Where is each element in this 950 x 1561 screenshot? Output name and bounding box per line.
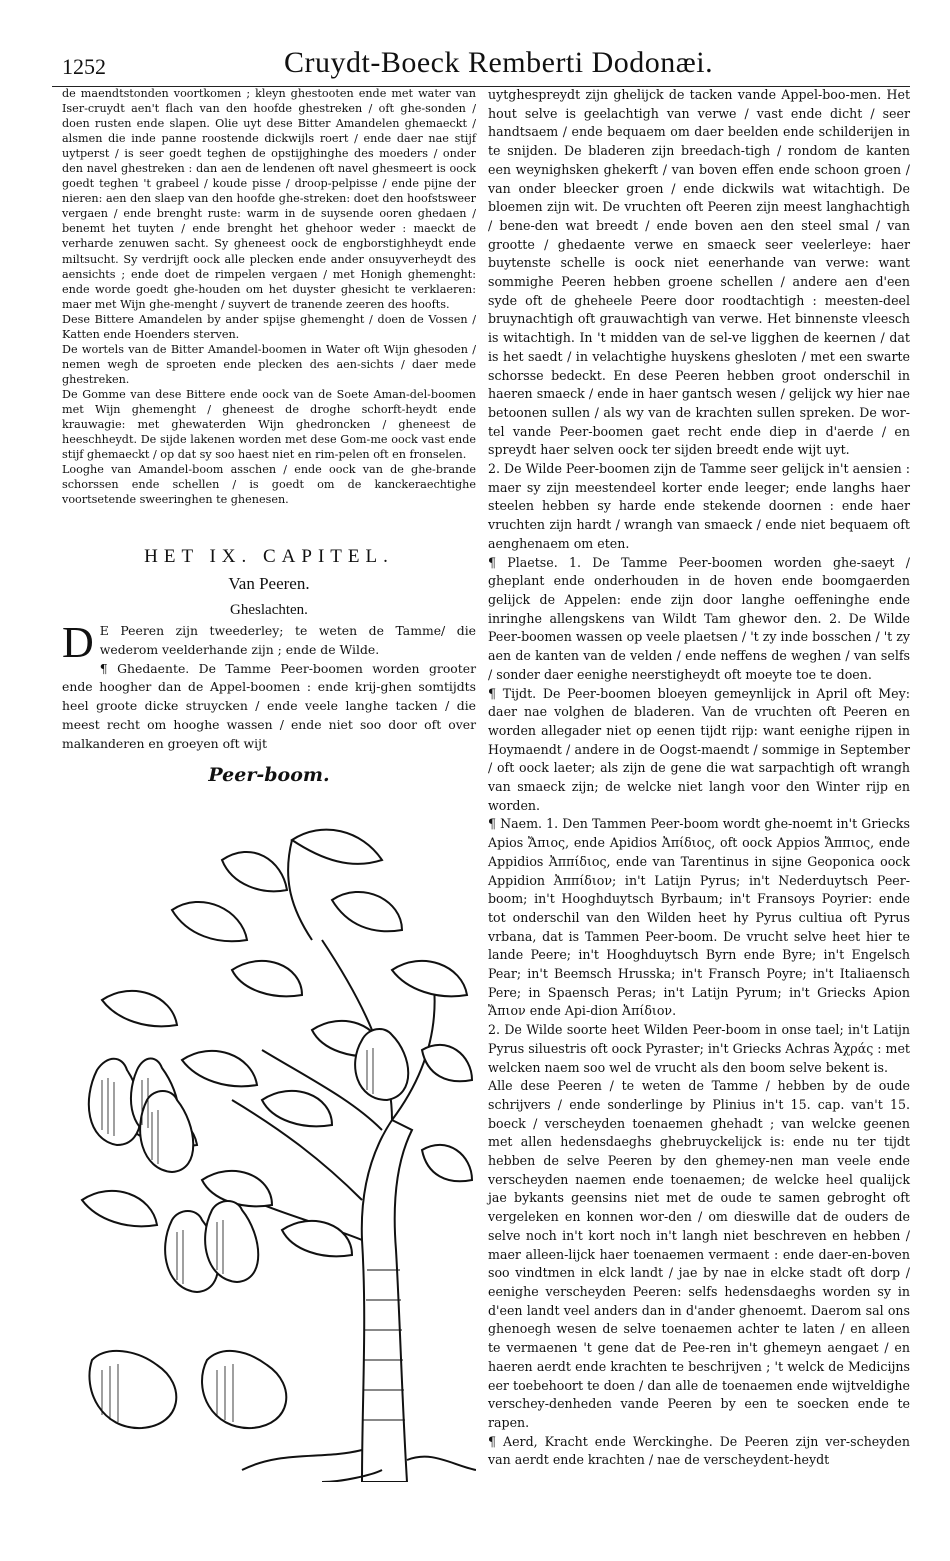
right-paragraph: uytghespreydt zijn ghelijck de tacken vande Appel-boo-men. Het hout selve is geelachtigh van verwe / vast ende dicht / seer handtsaem / ende bequaem om daer beelden ende schilderijen in te snijden. De bladeren zijn breedach-tigh / rondom de kanten een weynighsken ghekerft / van boven effen ende schoon groen / van onder bleecker groen / ende dickwils wat witachtigh. De bloemen zijn wit. De vruchten oft Peeren zijn meest langhachtigh / bene-den wat breedt / ende boven aen den steel smal / van grootte / ghedaente verwe en smaeck seer veelerleye: haer buytenste schelle is oock niet eenerhande van verwe: want sommighe Peeren hebben groene schellen / andere aen d'een syde oft de gheheele Peere door roodtachtigh : meesten-deel bruynachtigh oft grauwachtigh van verwe. Het binnenste vleesch is witachtigh. In 't midden van de sel-ve ligghen de keernen / dat is het saedt / in velachtighe huyskens ghesloten / met een swarte schorsse bedeckt. En dese Peeren hebben groot onderschil in haeren smaeck / ende in haer gantsch wesen / gelijck wy hier nae betoonen sullen / als wy van de krachten sullen spreken. De wor-tel vande Peer-boomen gaet recht ende diep in d'aerde / en spreydt haer selven oock ter sijden breedt ende wijt uyt. — [488, 87, 910, 458]
drop-cap: D — [62, 618, 94, 667]
left-paragraph: de maendtstonden voortkomen ; kleyn ghestooten ende met water van Iser-cruydt aen't flach van den hoofde ghestreken / oft ghe-sonden / doen rusten ende slapen. Olie uyt dese Bitter Amandelen ghemaeckt / alsmen die inde panne roostende dickwijls roert / ende daer nae stijf uytperst / is seer goedt teghen de opstijghinghe des moeders / onder den navel ghestreken : dan aen de lendenen oft navel ghesmeert is oock goedt teghen 't grabeel / koude pisse / droop-pelpisse / ende pijne der nieren: aen den slaep van den hoofde ghe-streken: doet den hoofstsweer vergaen / ende brenght ruste: warm in de suysende ooren ghedaen / benemt het tuyten / ende brenght het ghehoor weder : maeckt de verharde zenuwen sacht. Sy gheneest oock de engborstighheydt ende miltsucht. Sy verdrijft oock alle plecken ende ander onsuyverheydt des aensichts ; ende doet de rimpelen vergaen / met Honigh ghemenght: ende worde goedt ghe-houden om het duyster ghesicht te verklaeren: maer met Wijn ghe-menght / suyvert de tranende zeeren des hoofts. — [62, 87, 476, 311]
page-number: 1252 — [62, 54, 106, 79]
right-column — [488, 86, 910, 1470]
right-paragraph: ¶ Naem. 1. Den Tammen Peer-boom wordt ghe-noemt in't Griecks Apios Ἄπιος, ende Apidios Ἀπίδιος, oft oock Appios Ἄππιος, ende Appidios Ἀππίδιος, ende van Tarentinus in sijne Geoponica oock Appidion Ἀππίδιον; in't Latijn Pyrus; in't Nederduytsch Peer-boom; in't Hooghduytsch Byrbaum; in't Fransoys Poyrier: ende tot onderschil van den Wilden heet hy Pyrus cultiua oft Pyrus vrbana, dat is Tammen Peer-boom. De vrucht selve heet hier te lande Peere; in't Hooghduytsch Byrn ende Byre; in't Engelsch Pear; in't Beemsch Hrusska; in't Fransch Poyre; in't Italiaensch Pere; in Spaensch Peras; in't Latijn Pyrum; in't Griecks Apion Ἄπιον ende Api-dion Ἀπίδιον. — [488, 816, 910, 1019]
pear-tree-illustration — [62, 800, 476, 1482]
section-heading: Gheslachten. — [230, 602, 308, 618]
plate-caption: Peer-boom. — [208, 764, 330, 786]
intro-paragraph: ¶ Ghedaente. De Tamme Peer-boomen worden grooter ende hoogher dan de Appel-boomen : ende krij-ghen somtijdts heel groote dicke struycken / ende veele langhe tacken / die meest recht om hooghe wassen / ende niet soo door oft over malkanderen en groeyen oft wijt — [62, 660, 476, 751]
chapter-title: Van Peeren. — [228, 574, 310, 593]
left-paragraph: De Gomme van dese Bittere ende oock van de Soete Aman-del-boomen met Wijn ghemenght / gheneest de droghe schorft-heydt ende krauwagie: met ghewaterden Wijn ghedroncken / gheneest de heeschheydt. De sijde lakenen worden met dese Gom-me oock vast ende stijf ghemaeckt / op dat sy soo haest niet en rim-pelen oft en fronselen. — [62, 387, 476, 462]
right-paragraph: 2. De Wilde Peer-boomen zijn de Tamme seer gelijck in't aensien : maer sy zijn meestendeel korter ende leeger; ende langhs haer steelen hebben sy harde ende stekende doornen : ende haer vruchten zijn hardt / wrangh van smaeck / ende niet bequaem oft aenghenaem om eten. — [488, 461, 910, 551]
left-paragraph: Dese Bittere Amandelen by ander spijse ghemenght / doen de Vossen / Katten ende Hoenders sterven. — [62, 312, 476, 341]
chapter-heading: HET IX. CAPITEL. — [144, 546, 394, 567]
intro-paragraph: E Peeren zijn tweederley; te weten de Tamme/ die wederom veelderhande zijn ; ende de Wilde. — [99, 623, 476, 657]
chapter-intro — [62, 618, 476, 754]
right-paragraph: ¶ Plaetse. 1. De Tamme Peer-boomen worden ghe-saeyt / gheplant ende onderhouden in de hoven ende boomgaerden gelijck de Appelen: ende zijn door langhe oeffeninghe ende inringhe allengskens van Wildt Tam ghewor den. 2. De Wilde Peer-boomen wassen op veele plaetsen / 't zy inde bosschen / 't zy aen de kanten van de velden / ende neffens de weghen / van selfs / sonder daer eenighe neerstigheydt oft moeyte toe te doen. — [488, 554, 910, 682]
running-title: Cruydt-Boeck Remberti Dodonæi. — [284, 46, 714, 79]
left-paragraph: De wortels van de Bitter Amandel-boomen in Water oft Wijn ghesoden / nemen wegh de sproeten ende plecken des aen-sichts / daer mede ghestreken. — [62, 342, 476, 386]
left-paragraph: Looghe van Amandel-boom asschen / ende oock van de ghe-brande schorssen ende schellen / is goedt om de kanckeraechtighe voortsetende sweeringhen te ghenesen. — [62, 463, 476, 507]
left-column — [62, 86, 476, 507]
page-header — [52, 44, 910, 84]
right-paragraph: ¶ Aerd, Kracht ende Werckinghe. De Peeren zijn ver-scheyden van aerdt ende krachten / nae de verscheydent-heydt — [488, 1433, 910, 1468]
right-paragraph: ¶ Tijdt. De Peer-boomen bloeyen gemeynlijck in April oft Mey: daer nae volghen de bladeren. Van de vruchten oft Peeren en worden allegader niet op eenen tijdt rijp: want eenighe rijpen in Hoymaendt / andere in de Oogst-maendt / sommige in September / oft oock laeter; als zijn de gene die wat sarpachtigh oft wrangh van smaeck zijn; de welcke niet langh voor den Winter rijp en worden. — [488, 685, 910, 813]
chapter-heading-block — [62, 546, 476, 619]
pear-tree-woodcut — [62, 800, 476, 1482]
right-paragraph: Alle dese Peeren / te weten de Tamme / hebben by de oude schrijvers / ende sonderlinge by Plinius in't 15. cap. van't 15. boeck / verscheyden toenaemen ghehadt ; van welcke geenen met allen hedensdaeghs ghebruyckelijck is: ende nu ter tijdt hebben de selve Peeren by den ghemey-nen man veele ende verscheyden naemen ende toenaemen; de welcke heel qualijck jae bykants geensins niet met de oude te samen gebroght oft vergeleken en konnen wor-den / om dieswille dat de ouders de selve noch in't kort noch in't langh niet beschreven en hebben / maer alleen-lijck haer toenaemen vermaent : ende daer-en-boven soo vindtmen in elck landt / jae by nae in elcke stadt oft dorp / eenighe verscheyden Peeren: selfs hedensdaeghs worden sy in d'een landt veel anders dan in d'ander ghenoemt. Daerom sal ons ghenoegh wesen de selve toenaemen achter te laten / en alleen te vermaenen 't gene dat de Pee-ren in't ghemeyn aengaet / en haeren aerdt ende krachten te beschrijven ; 't welck de Medicijns eer toebehoort te doen / dan alle de toenaemen ende wijtveldighe verschey-denheden vande Peeren by een te soecken ende te rapen. — [488, 1078, 910, 1430]
right-paragraph: 2. De Wilde soorte heet Wilden Peer-boom in onse tael; in't Latijn Pyrus siluestris oft oock Pyraster; in't Griecks Achras Ἀχράς : met welcken naem soo wel de vrucht als den boom selve bekent is. — [488, 1022, 910, 1075]
